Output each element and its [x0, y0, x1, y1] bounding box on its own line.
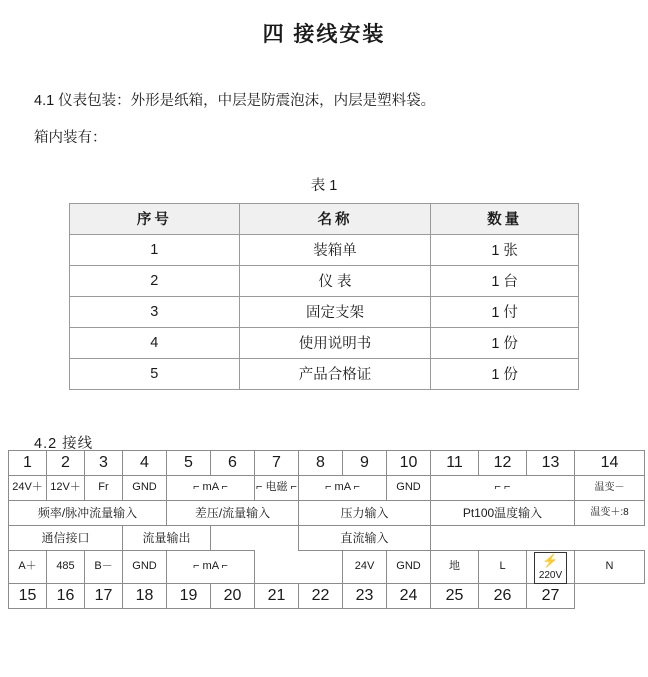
group-frequency-pulse-input: 频率/脉冲流量输入	[9, 501, 167, 526]
terminal-10[interactable]: 10	[387, 451, 431, 476]
terminal-16[interactable]: 16	[47, 583, 85, 608]
terminal-spacer	[575, 583, 645, 608]
terminal-25[interactable]: 25	[431, 583, 479, 608]
group-dc-input: 直流输入	[299, 526, 431, 551]
warning-high-voltage	[527, 551, 575, 584]
signal-b-minus: B－	[85, 551, 123, 584]
signal-line-L: L	[479, 551, 527, 584]
terminal-7[interactable]: 7	[255, 451, 299, 476]
terminal-23[interactable]: 23	[343, 583, 387, 608]
group-flow-output: 流量输出	[123, 526, 211, 551]
cell-index: 1	[70, 235, 240, 266]
signal-empty-spacer	[255, 551, 343, 584]
cell-qty: 1 份	[431, 328, 579, 359]
terminal-26[interactable]: 26	[479, 583, 527, 608]
group-pt100-temp-input: Pt100温度输入	[431, 501, 575, 526]
terminal-11[interactable]: 11	[431, 451, 479, 476]
group-pressure-input: 压力输入	[299, 501, 431, 526]
paragraph-packing: 4.1 仪表包装：外形是纸箱，中层是防震泡沫，内层是塑料袋。	[34, 93, 436, 109]
table-row	[70, 328, 579, 359]
terminal-8[interactable]: 8	[299, 451, 343, 476]
terminal-22[interactable]: 22	[299, 583, 343, 608]
signal-electromagnetic: ⌐ 电磁 ⌐	[255, 476, 299, 501]
signal-24v-plus: 24V＋	[9, 476, 47, 501]
cell-index: 3	[70, 297, 240, 328]
cell-index: 5	[70, 359, 240, 390]
cell-name: 装箱单	[239, 235, 431, 266]
terminal-20[interactable]: 20	[211, 583, 255, 608]
signal-ma-output: ⌐ mA ⌐	[167, 551, 255, 584]
terminal-5[interactable]: 5	[167, 451, 211, 476]
group-empty-spacer	[211, 526, 299, 551]
page-title: 四 接线安装	[262, 23, 386, 46]
column-header-index: 序号	[70, 204, 240, 235]
group-temp-transmitter-plus: 温变＋:8	[575, 501, 645, 526]
document-page	[0, 18, 648, 677]
group-differential-flow-input: 差压/流量输入	[167, 501, 299, 526]
table-caption: 表 1	[310, 178, 338, 195]
cell-name: 固定支架	[239, 297, 431, 328]
section-heading-wiring: 4.2 接线	[34, 436, 94, 453]
table-row	[70, 266, 579, 297]
signal-pt100: ⌐ ⌐	[431, 476, 575, 501]
signal-temp-transmitter	[575, 476, 645, 501]
table-row	[70, 235, 579, 266]
terminal-number-row-top	[9, 451, 645, 476]
terminal-2[interactable]: 2	[47, 451, 85, 476]
cell-index: 2	[70, 266, 240, 297]
signal-ma-differential: ⌐ mA ⌐	[167, 476, 255, 501]
signal-ma-pressure: ⌐ mA ⌐	[299, 476, 387, 501]
terminal-signal-row-top	[9, 476, 645, 501]
signal-gnd-dc: GND	[387, 551, 431, 584]
signal-earth: 地	[431, 551, 479, 584]
signal-gnd: GND	[123, 476, 167, 501]
column-header-name: 名称	[239, 204, 431, 235]
cell-name: 使用说明书	[239, 328, 431, 359]
temp-minus-label: 温变－	[594, 481, 625, 493]
terminal-14[interactable]: 14	[575, 451, 645, 476]
terminal-6[interactable]: 6	[211, 451, 255, 476]
signal-fr: Fr	[85, 476, 123, 501]
terminal-24[interactable]: 24	[387, 583, 431, 608]
terminal-number-row-bottom	[9, 583, 645, 608]
terminal-17[interactable]: 17	[85, 583, 123, 608]
terminal-9[interactable]: 9	[343, 451, 387, 476]
signal-gnd-pressure: GND	[387, 476, 431, 501]
group-ac-spacer	[431, 526, 645, 551]
signal-gnd-comm: GND	[123, 551, 167, 584]
cell-qty: 1 付	[431, 297, 579, 328]
signal-neutral-N: N	[575, 551, 645, 584]
group-communication-interface: 通信接口	[9, 526, 123, 551]
cell-name: 仪 表	[239, 266, 431, 297]
cell-qty: 1 张	[431, 235, 579, 266]
terminal-27[interactable]: 27	[527, 583, 575, 608]
terminal-signal-row-bottom	[9, 551, 645, 584]
table-row	[70, 297, 579, 328]
cell-index: 4	[70, 328, 240, 359]
terminal-13[interactable]: 13	[527, 451, 575, 476]
signal-a-plus: A＋	[9, 551, 47, 584]
cell-name: 产品合格证	[239, 359, 431, 390]
column-header-qty: 数量	[431, 204, 579, 235]
signal-24v-dc: 24V	[343, 551, 387, 584]
terminal-19[interactable]: 19	[167, 583, 211, 608]
packing-list-table	[69, 203, 579, 390]
terminal-1[interactable]: 1	[9, 451, 47, 476]
terminal-3[interactable]: 3	[85, 451, 123, 476]
terminal-group-row-bottom	[9, 526, 645, 551]
terminal-group-row-top	[9, 501, 645, 526]
terminal-table	[8, 450, 645, 609]
table-row	[70, 359, 579, 390]
signal-12v-plus: 12V＋	[47, 476, 85, 501]
terminal-18[interactable]: 18	[123, 583, 167, 608]
high-voltage-icon: ⚡ 220V	[534, 552, 567, 584]
cell-qty: 1 份	[431, 359, 579, 390]
terminal-12[interactable]: 12	[479, 451, 527, 476]
cell-qty: 1 台	[431, 266, 579, 297]
terminal-4[interactable]: 4	[123, 451, 167, 476]
terminal-21[interactable]: 21	[255, 583, 299, 608]
table-header-row	[70, 204, 579, 235]
signal-485: 485	[47, 551, 85, 584]
terminal-diagram	[8, 450, 640, 609]
paragraph-contents: 箱内装有：	[34, 130, 107, 147]
terminal-15[interactable]: 15	[9, 583, 47, 608]
